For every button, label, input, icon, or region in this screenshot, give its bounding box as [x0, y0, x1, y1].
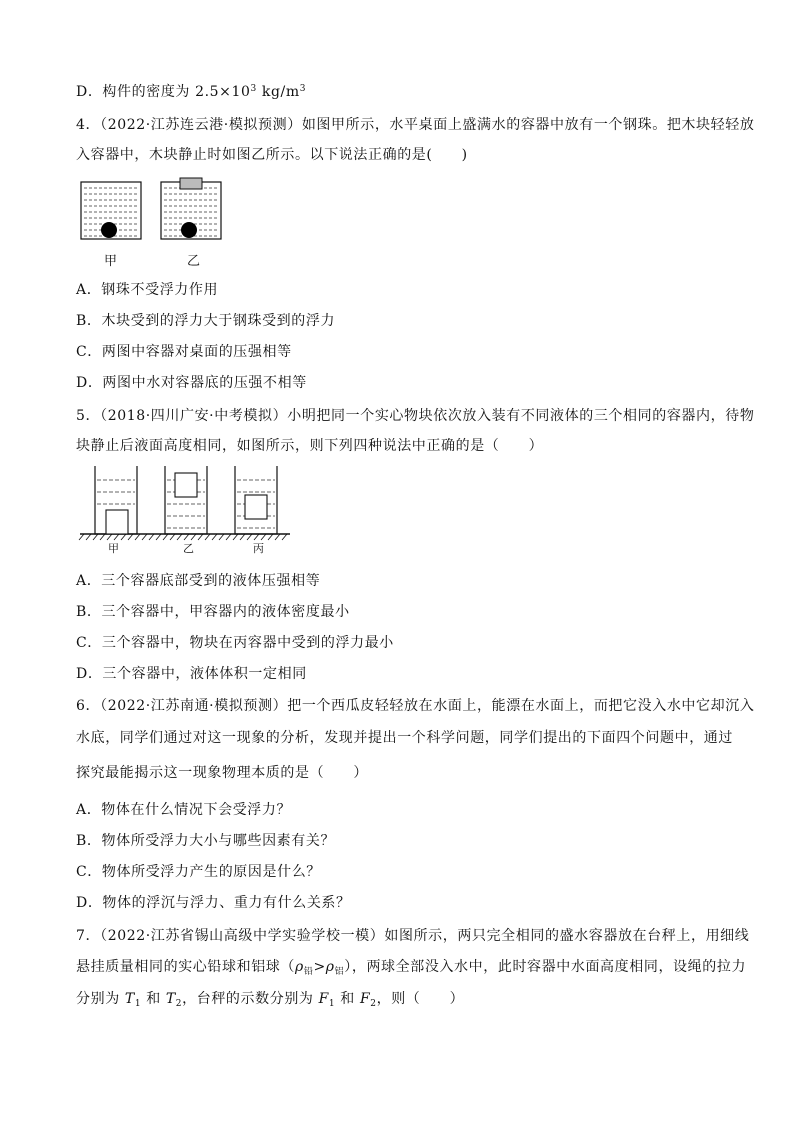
- q5-label-jia: 甲: [108, 542, 119, 555]
- q6-option-b: B．物体所受浮力大小与哪些因素有关？: [76, 833, 336, 849]
- q7-line3-start: 分别为: [76, 991, 125, 1007]
- q7-rho-1: ρ: [295, 959, 304, 975]
- q3-exponent: 3: [250, 84, 257, 94]
- q7-line3-mid: ，台秤的示数分别为: [182, 991, 319, 1007]
- q4-steel-ball-jia: [101, 222, 117, 238]
- q7-stem-line1: 7．（2022·江苏省锡山高级中学实验学校一模）如图所示，两只完全相同的盛水容器放在台秤上，用细线: [76, 928, 750, 944]
- q7-t2: T: [165, 991, 176, 1007]
- q7-f2-sub: 2: [370, 999, 377, 1009]
- q7-line3-end: ，则（ ）: [376, 991, 465, 1007]
- q4-option-b: B．木块受到的浮力大于钢珠受到的浮力: [76, 313, 336, 329]
- q7-line2-end: ），两球全部没入水中，此时容器中水面高度相同，设绳的拉力: [344, 959, 747, 975]
- q4-wood-block: [180, 178, 202, 189]
- q7-rho-2: ρ: [325, 959, 335, 975]
- q6-stem-line3: 探究最能揭示这一现象物理本质的是（ ）: [76, 765, 368, 781]
- q6-option-d: D．物体的浮沉与浮力、重力有什么关系？: [76, 895, 351, 911]
- q7-sub-aluminum: 铝: [334, 967, 345, 977]
- q7-f1-sub: 1: [328, 999, 336, 1009]
- q5-stem-line1: 5．（2018·四川广安·中考模拟）小明把同一个实心物块依次放入装有不同液体的三个相同的容器内，待物: [76, 408, 755, 424]
- q6-stem-line2: 水底，同学们通过对这一现象的分析，发现并提出一个科学问题，同学们提出的下面四个问题中，通过: [76, 730, 733, 746]
- q5-option-b: B．三个容器中，甲容器内的液体密度最小: [76, 604, 350, 620]
- q7-line2-start: 悬挂质量相同的实心铅球和铝球（: [76, 959, 295, 975]
- q7-and-1: 和: [141, 991, 166, 1007]
- q3-unit-exponent: 3: [299, 84, 307, 94]
- q6-option-c: C．物体所受浮力产生的原因是什么？: [76, 864, 321, 880]
- q6-stem-line1: 6．（2022·江苏南通·模拟预测）把一个西瓜皮轻轻放在水面上，能漂在水面上，而把它没入水中它却沉入: [76, 698, 755, 714]
- q7-gt: >: [313, 959, 326, 975]
- q4-steel-ball-yi: [181, 222, 197, 238]
- q5-stem-line2: 块静止后液面高度相同，如图所示，则下列四种说法中正确的是（ ）: [76, 438, 544, 454]
- q5-label-yi: 乙: [183, 542, 194, 555]
- q3-unit: kg/m: [256, 84, 300, 100]
- q4-stem-line1: 4．（2022·江苏连云港·模拟预测）如图甲所示，水平桌面上盛满水的容器中放有一个钢珠。把木块轻轻放: [76, 117, 755, 133]
- q4-container-yi: [161, 178, 221, 239]
- q7-stem-line2: [76, 958, 746, 976]
- q5-option-d: D．三个容器中，液体体积一定相同: [76, 666, 307, 682]
- q5-figure: [78, 464, 294, 544]
- q3-option-d-text: D．构件的密度为 2.5×10: [76, 84, 251, 100]
- q4-label-jia: 甲: [104, 254, 118, 269]
- q7-and-2: 和: [335, 991, 360, 1007]
- q7-sub-lead: 铅: [303, 967, 314, 977]
- q5-option-c: C．三个容器中，物块在丙容器中受到的浮力最小: [76, 635, 394, 651]
- q4-option-c: C．两图中容器对桌面的压强相等: [76, 344, 292, 360]
- q7-f2: F: [359, 991, 371, 1007]
- q7-t2-sub: 2: [175, 999, 183, 1009]
- q4-option-d: D．两图中水对容器底的压强不相等: [76, 375, 307, 391]
- q7-stem-line3: [76, 990, 464, 1008]
- q4-container-jia: [81, 182, 141, 239]
- q5-label-bing: 丙: [253, 542, 264, 555]
- q5-container-yi: [165, 466, 207, 534]
- q6-option-a: A．物体在什么情况下会受浮力？: [76, 802, 292, 818]
- q4-figure: [78, 174, 228, 266]
- q4-label-yi: 乙: [187, 254, 201, 269]
- q5-container-jia: [95, 466, 137, 534]
- q5-option-a: A．三个容器底部受到的液体压强相等: [76, 573, 321, 589]
- q4-option-a: A．钢珠不受浮力作用: [76, 282, 219, 298]
- q7-t1: T: [124, 991, 135, 1007]
- q5-container-bing: [235, 466, 277, 534]
- q7-f1: F: [318, 991, 329, 1007]
- q7-t1-sub: 1: [134, 999, 142, 1009]
- q4-stem-line2: 入容器中，木块静止时如图乙所示。以下说法正确的是( ): [76, 147, 468, 163]
- q3-option-d: [76, 83, 306, 101]
